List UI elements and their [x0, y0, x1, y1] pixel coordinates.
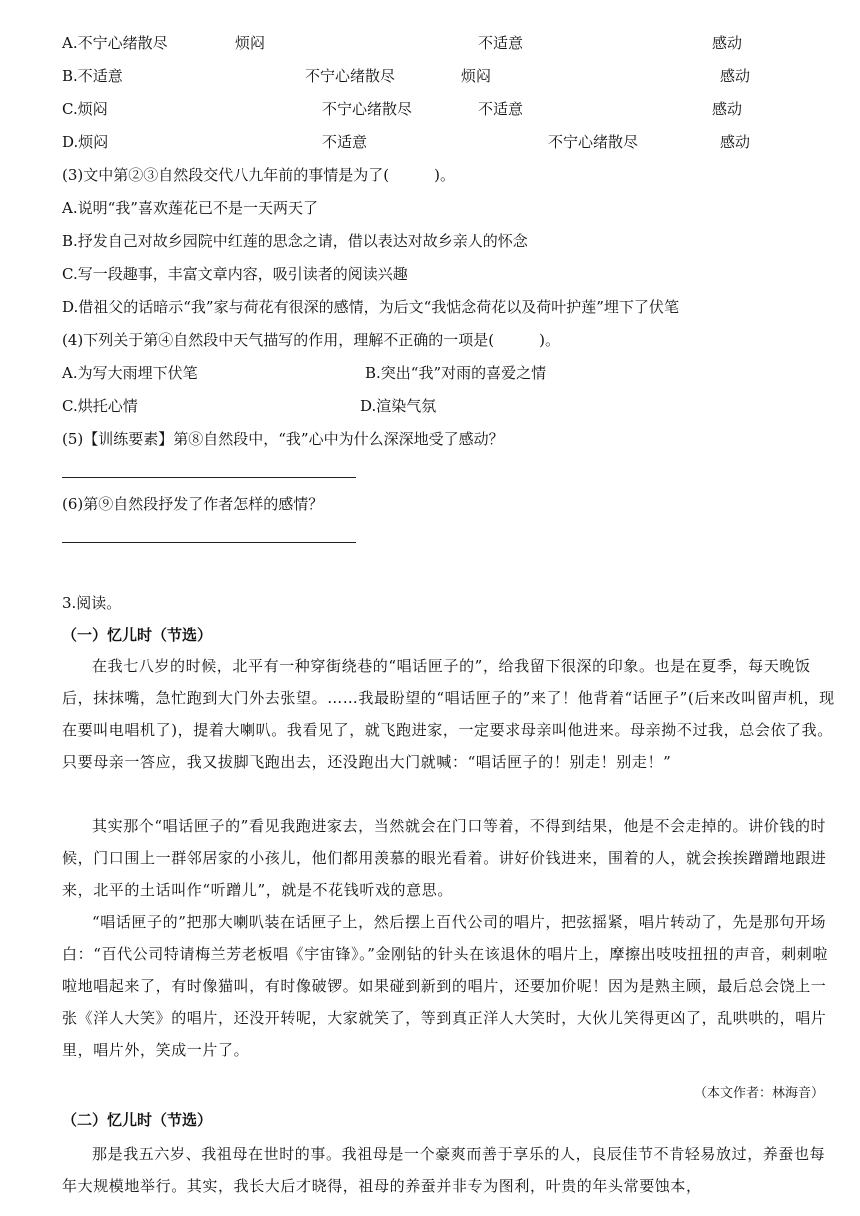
q3-option-c: C.写一段趣事，丰富文章内容，吸引读者的阅读兴趣 [62, 265, 408, 283]
option-item: 感动 [720, 67, 751, 85]
q3-stem: (3)文中第②③自然段交代八九年前的事情是为了( )。 [62, 166, 455, 184]
option-item: 烦闷 [235, 34, 266, 52]
q6-stem: (6)第⑨自然段抒发了作者怎样的感情？ [62, 495, 324, 513]
q4-stem: (4)下列关于第④自然段中天气描写的作用，理解不正确的一项是( )。 [62, 331, 560, 349]
passage-2-paragraph-1: 那是我五六岁、我祖母在世时的事。我祖母是一个豪爽而善于享乐的人，良辰佳节不肯轻易放过，养蚕也每年大规模地举行。其实，我长大后才晓得，祖母的养蚕并非专为图利，叶贵的年头常要蚀本， [62, 1145, 826, 1195]
option-item: 不宁心绪散尽 [305, 67, 396, 85]
q4-option-b: B.突出“我”对雨的喜爱之情 [365, 364, 547, 382]
option-item: 不适意 [322, 133, 368, 151]
passage-1-title: （一）忆儿时（节选） [62, 626, 213, 644]
option-item: 不适意 [478, 100, 524, 118]
q3-option-a: A.说明“我”喜欢莲花已不是一天两天了 [62, 199, 318, 217]
q3-option-d: D.借祖父的话暗示“我”家与荷花有很深的感情，为后文“我惦念荷花以及荷叶护莲”埋下了伏笔 [62, 298, 679, 316]
option-item: 不宁心绪散尽 [322, 100, 413, 118]
q5-answer-line[interactable] [62, 477, 356, 478]
q4-option-d: D.渲染气氛 [360, 397, 437, 415]
option-item: 感动 [720, 133, 751, 151]
q3-option-b: B.抒发自己对故乡园院中红莲的思念之请，借以表达对故乡亲人的怀念 [62, 232, 528, 250]
passage-1-paragraph-2: 其实那个“唱话匣子的”看见我跑进家去，当然就会在门口等着，不得到结果，他是不会走掉的。讲价钱的时候，门口围上一群邻居家的小孩儿，他们都用羡慕的眼光看着。讲好价钱进来，围着的人，就会挨挨蹭蹭地跟进来，北平的土话叫作“听蹭儿”，就是不花钱听戏的意思。 [62, 817, 827, 899]
passage-1-paragraph-3: “唱话匣子的”把那大喇叭装在话匣子上，然后摆上百代公司的唱片，把弦摇紧，唱片转动了，先是那句开场白：“百代公司特请梅兰芳老板唱《宇宙锋》。”金刚钻的针头在该退休的唱片上，摩擦出吱吱扭扭的声音，刺刺啦啦地唱起来了，有时像猫叫，有时像破锣。如果碰到新到的唱片，还要加价呢！因为是熟主顾，最后总会饶上一张《洋人大笑》的唱片，还没开转呢，大家就笑了，等到真正洋人大笑时，大伙儿笑得更凶了，乱哄哄的，唱片里，唱片外，笑成一片了。 [62, 913, 828, 1059]
q5-stem: (5)【训练要素】第⑧自然段中，“我”心中为什么深深地受了感动？ [62, 430, 504, 448]
passage-1-paragraph-1: 在我七八岁的时候，北平有一种穿街绕巷的“唱话匣子的”，给我留下很深的印象。也是在夏季，每天晚饭后，抹抹嘴，急忙跑到大门外去张望。……我最盼望的“唱话匣子的”来了！他背着“话匣子”(后来改叫留声机，现在要叫电唱机了)，提着大喇叭。我看见了，就飞跑进家，一定要求母亲叫他进来。母亲拗不过我，总会依了我。只要母亲一答应，我又拔脚飞跑出去，还没跑出大门就喊：“唱话匣子的！别走！别走！” [62, 657, 835, 771]
option-item: 不适意 [478, 34, 524, 52]
option-label: C.烦闷 [62, 100, 108, 118]
section-title: 3.阅读。 [62, 594, 122, 612]
option-item: 感动 [712, 34, 743, 52]
q4-option-a: A.为写大雨埋下伏笔 [62, 364, 198, 382]
option-label: D.烦闷 [62, 133, 109, 151]
option-item: 烦闷 [461, 67, 492, 85]
option-label: B.不适意 [62, 67, 123, 85]
q4-option-c: C.烘托心情 [62, 397, 138, 415]
passage-2-title: （二）忆儿时（节选） [62, 1111, 213, 1129]
passage-1-author: （本文作者：林海音） [693, 1086, 824, 1101]
option-label: A.不宁心绪散尽 [62, 34, 168, 52]
option-item: 感动 [712, 100, 743, 118]
q6-answer-line[interactable] [62, 542, 356, 543]
option-item: 不宁心绪散尽 [548, 133, 639, 151]
